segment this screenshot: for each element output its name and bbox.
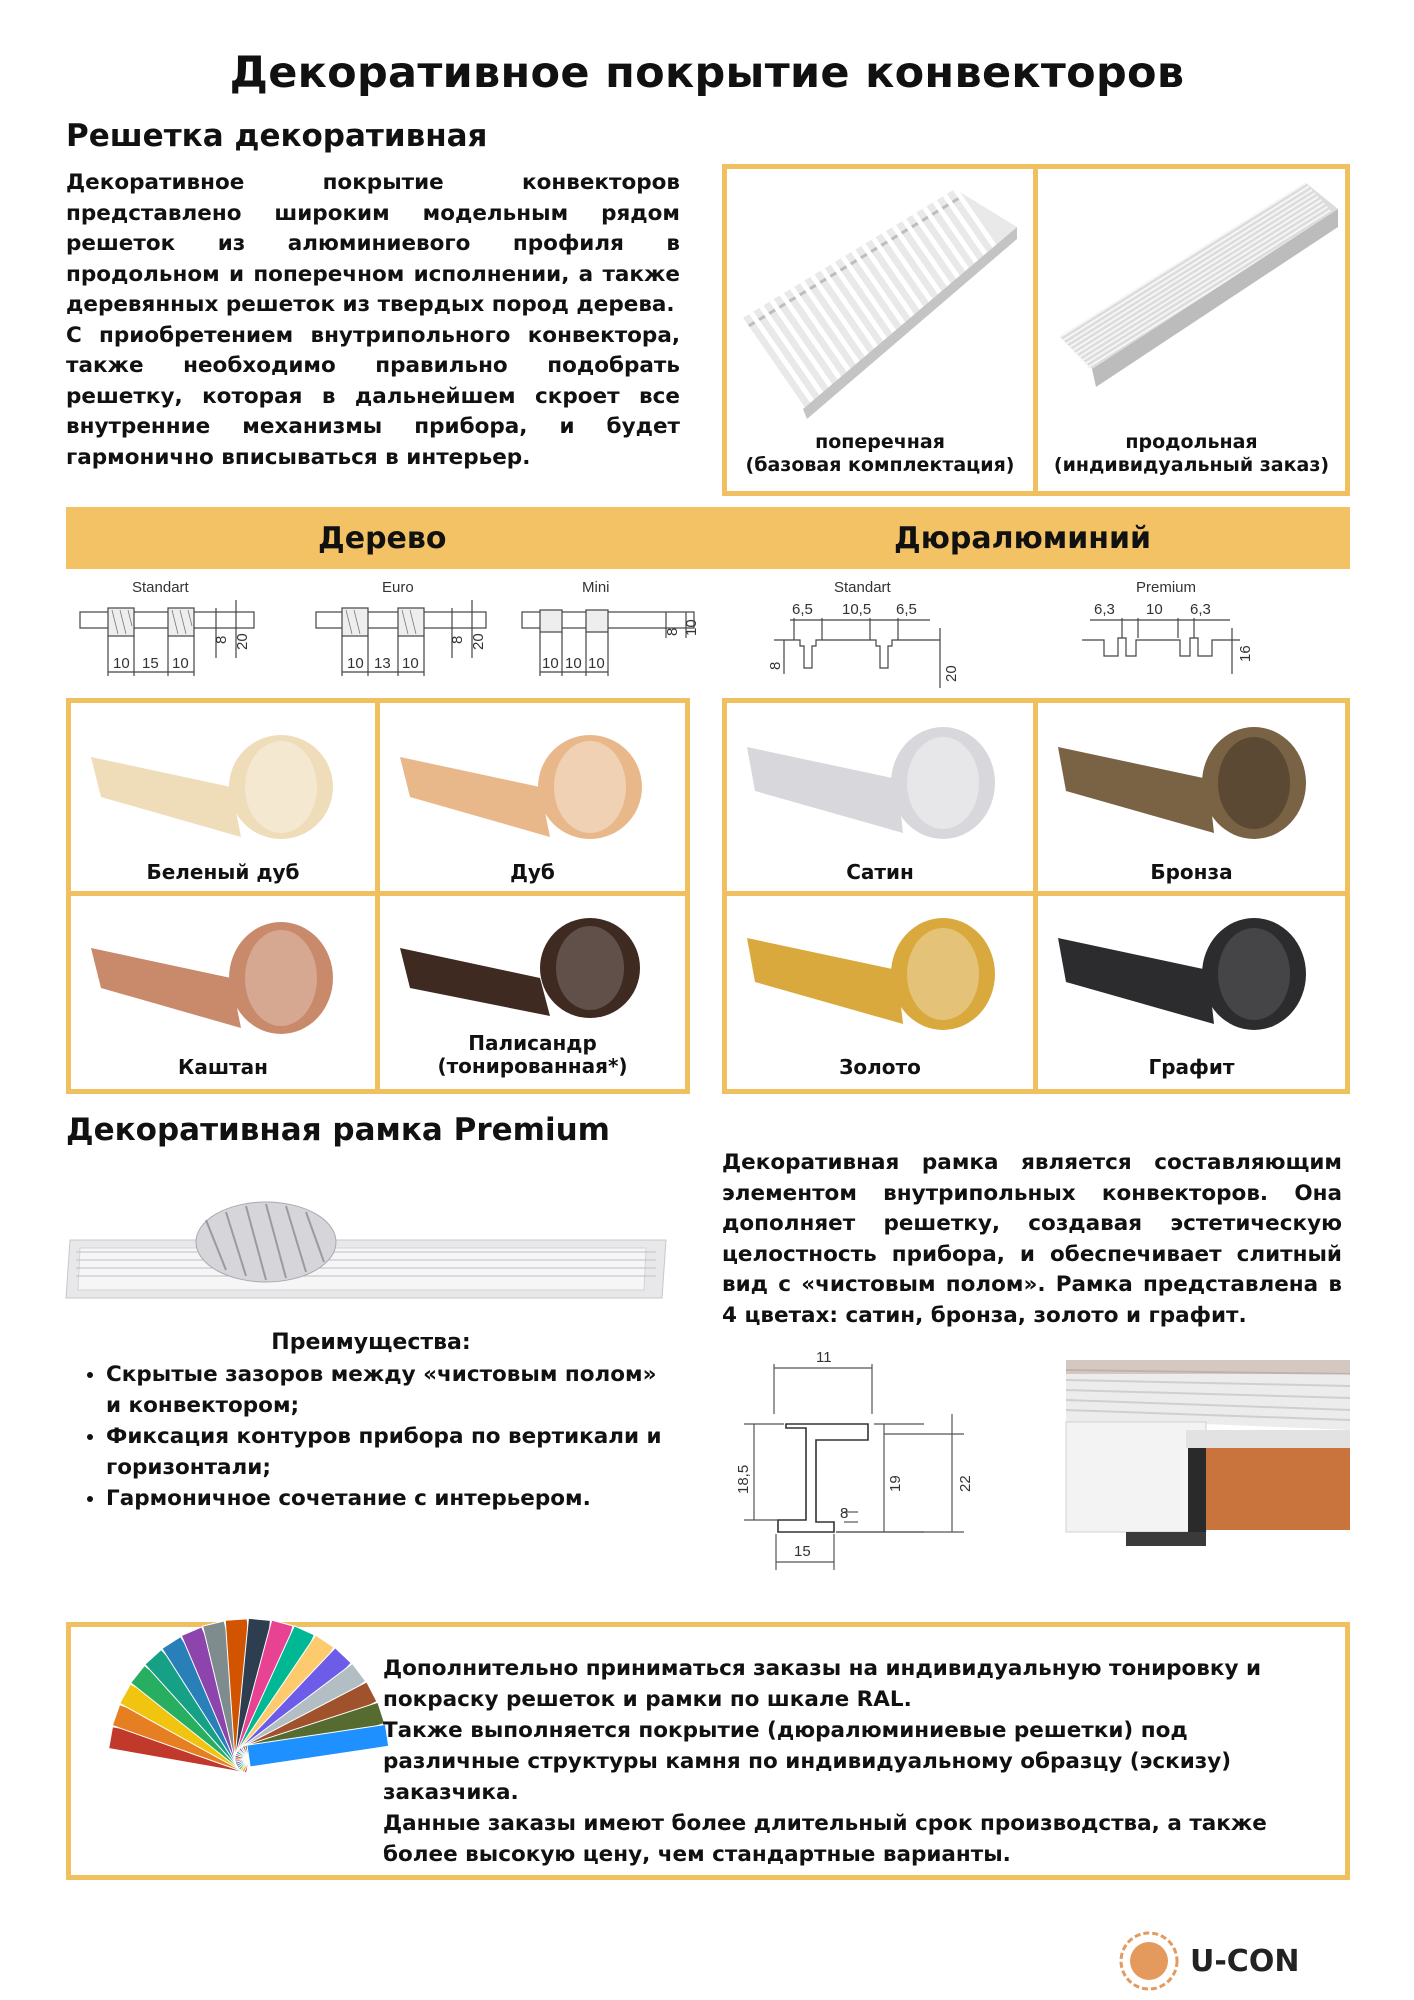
gold-roll-image xyxy=(747,908,1017,1038)
alu-swatch-label: Сатин xyxy=(846,860,914,884)
band-alu-label: Дюралюминий xyxy=(894,521,1152,556)
band-wood-label: Дерево xyxy=(318,521,447,556)
wood-std-dim-3: 10 xyxy=(172,655,189,672)
ral-text xyxy=(383,1653,1313,1870)
wood-euro-dim-3: 10 xyxy=(402,655,419,672)
wood-euro-h1: 8 xyxy=(449,635,466,644)
wood-swatch-label: Каштан xyxy=(178,1055,268,1079)
alu-std-dim-2: 10,5 xyxy=(842,601,872,618)
wood-mini-h2: 10 xyxy=(683,619,700,636)
wood-std-dim-2: 15 xyxy=(142,655,159,672)
alu-std-h2: 20 xyxy=(943,665,960,682)
frame-paragraph: Декоративная рамка является составляющим элементом внутрипольных конвекторов. Она дополняет решетку, создавая эстетическую целостность прибора, и обеспечивает слитный вид с «чистовым полом». Рамка представлена в 4 цветах: сатин, бронза, золото и графит. xyxy=(722,1150,1342,1328)
alu-swatch-satin xyxy=(727,703,1033,891)
longitudinal-grille-image xyxy=(1038,169,1345,419)
alu-prem-dim-3: 6,3 xyxy=(1190,601,1211,618)
grille-paragraph xyxy=(66,168,680,473)
frame-dim-22: 22 xyxy=(957,1475,974,1492)
grille-type-longitudinal xyxy=(1038,169,1345,491)
alu-prem-dim-2: 10 xyxy=(1146,601,1163,618)
alu-profiles-drawing xyxy=(760,578,1300,688)
longitudinal-label: продольная xyxy=(1125,431,1258,453)
satin-roll-image xyxy=(747,717,1017,847)
advantages-list xyxy=(66,1359,676,1514)
alu-swatch-label: Золото xyxy=(839,1055,921,1079)
grille-heading: Решетка декоративная xyxy=(66,118,488,154)
grille-types-frame xyxy=(722,164,1350,496)
frame-dim-top: 11 xyxy=(816,1349,832,1366)
premium-frame-image xyxy=(66,1190,666,1320)
wood-profile-standart-name: Standart xyxy=(132,579,189,596)
advantages-title: Преимущества: xyxy=(271,1330,471,1355)
bronze-roll-image xyxy=(1058,717,1328,847)
ral-box xyxy=(66,1622,1350,1880)
wood-swatch-oak xyxy=(380,703,685,891)
ucon-logo-icon xyxy=(1118,1930,1180,1992)
frame-dim-8: 8 xyxy=(840,1505,849,1522)
oak-roll-image xyxy=(400,717,670,847)
wood-swatch-bleached-oak xyxy=(71,703,375,891)
grille-paragraph-2: С приобретением внутрипольного конвектора, также необходимо правильно подобрать решетку, которая в дальнейшем скроет все внутренние механизмы прибора, и будет гармонично вписываться в интерьер. xyxy=(66,322,680,470)
transverse-label: поперечная xyxy=(815,431,945,453)
wood-profiles-drawing xyxy=(66,578,700,688)
wood-euro-dim-1: 10 xyxy=(347,655,364,672)
frame-profile-drawing xyxy=(724,1344,994,1574)
advantage-item: • Скрытые зазоров между «чистовым полом» и конвектором; xyxy=(106,1359,676,1421)
wood-mini-dim-3: 10 xyxy=(588,655,605,672)
grille-paragraph-1: Декоративное покрытие конвекторов представлено широким модельным рядом решеток из алюминиевого профиля в продольном и поперечном исполнении, а также деревянных решеток из твердых пород дерева. xyxy=(66,170,680,317)
alu-swatch-label: Бронза xyxy=(1150,860,1233,884)
rosewood-roll-image xyxy=(400,908,670,1018)
wood-profile-mini-name: Mini xyxy=(582,579,610,596)
wood-std-h1: 8 xyxy=(213,635,230,644)
ral-paragraph-3: Данные заказы имеют более длительный срок производства, а также более высокую цену, чем стандартные варианты. xyxy=(383,1811,1267,1867)
wood-profile-euro-name: Euro xyxy=(382,579,414,596)
wood-swatch-label: Беленый дуб xyxy=(146,860,300,884)
transverse-sublabel: (базовая комплектация) xyxy=(745,454,1015,476)
chestnut-roll-image xyxy=(91,908,361,1038)
wood-std-dim-1: 10 xyxy=(113,655,130,672)
alu-profile-premium-name: Premium xyxy=(1136,579,1197,596)
alu-std-dim-3: 6,5 xyxy=(896,601,917,618)
ral-fan-deck-image xyxy=(99,1649,399,1859)
graphite-roll-image xyxy=(1058,908,1328,1038)
advantages-block xyxy=(66,1330,676,1514)
brand-name: U-CON xyxy=(1190,1944,1300,1979)
wood-swatch-chestnut xyxy=(71,896,375,1089)
wood-swatch-sublabel: (тонированная*) xyxy=(437,1054,628,1078)
frame-dim-185: 18,5 xyxy=(735,1464,752,1494)
brand-logo xyxy=(1118,1930,1358,1990)
ral-paragraph-2: Также выполняется покрытие (дюралюминиевые решетки) под различные структуры камня по индивидуальному образцу (эскизу) заказчика. xyxy=(383,1718,1232,1805)
wood-swatch-label: Палисандр xyxy=(468,1031,597,1055)
alu-colors-frame xyxy=(722,698,1350,1094)
wood-swatch-rosewood xyxy=(380,896,685,1089)
longitudinal-sublabel: (индивидуальный заказ) xyxy=(1053,454,1330,476)
frame-dim-19: 19 xyxy=(887,1475,904,1492)
alu-swatch-bronze xyxy=(1038,703,1345,891)
frame-heading: Декоративная рамка Premium xyxy=(66,1112,610,1148)
alu-std-h1: 8 xyxy=(767,661,784,670)
alu-std-dim-1: 6,5 xyxy=(792,601,813,618)
wood-mini-dim-2: 10 xyxy=(565,655,582,672)
wood-swatch-label: Дуб xyxy=(510,860,555,884)
alu-prem-h1: 16 xyxy=(1237,645,1254,662)
wood-mini-dim-1: 10 xyxy=(542,655,559,672)
frame-installed-image xyxy=(1066,1360,1350,1574)
alu-prem-dim-1: 6,3 xyxy=(1094,601,1115,618)
alu-profile-standart-name: Standart xyxy=(834,579,891,596)
wood-euro-h2: 20 xyxy=(470,633,487,650)
wood-colors-frame xyxy=(66,698,690,1094)
bleached-oak-roll-image xyxy=(91,717,361,847)
alu-swatch-gold xyxy=(727,896,1033,1089)
wood-euro-dim-2: 13 xyxy=(374,655,391,672)
wood-mini-h1: 8 xyxy=(664,627,681,636)
frame-dim-bottom: 15 xyxy=(794,1543,811,1560)
ral-paragraph-1: Дополнительно приниматься заказы на индивидуальную тонировку и покраску решеток и рамки по шкале RAL. xyxy=(383,1656,1262,1712)
alu-swatch-graphite xyxy=(1038,896,1345,1089)
material-band xyxy=(66,507,1350,569)
page-title: Декоративное покрытие конвекторов xyxy=(229,48,1185,98)
alu-swatch-label: Графит xyxy=(1148,1055,1235,1079)
advantage-item: • Фиксация контуров прибора по вертикали и горизонтали; xyxy=(106,1421,676,1483)
grille-type-transverse xyxy=(727,169,1033,491)
wood-std-h2: 20 xyxy=(234,633,251,650)
transverse-grille-image xyxy=(727,169,1033,419)
advantage-item: • Гармоничное сочетание с интерьером. xyxy=(106,1483,676,1514)
